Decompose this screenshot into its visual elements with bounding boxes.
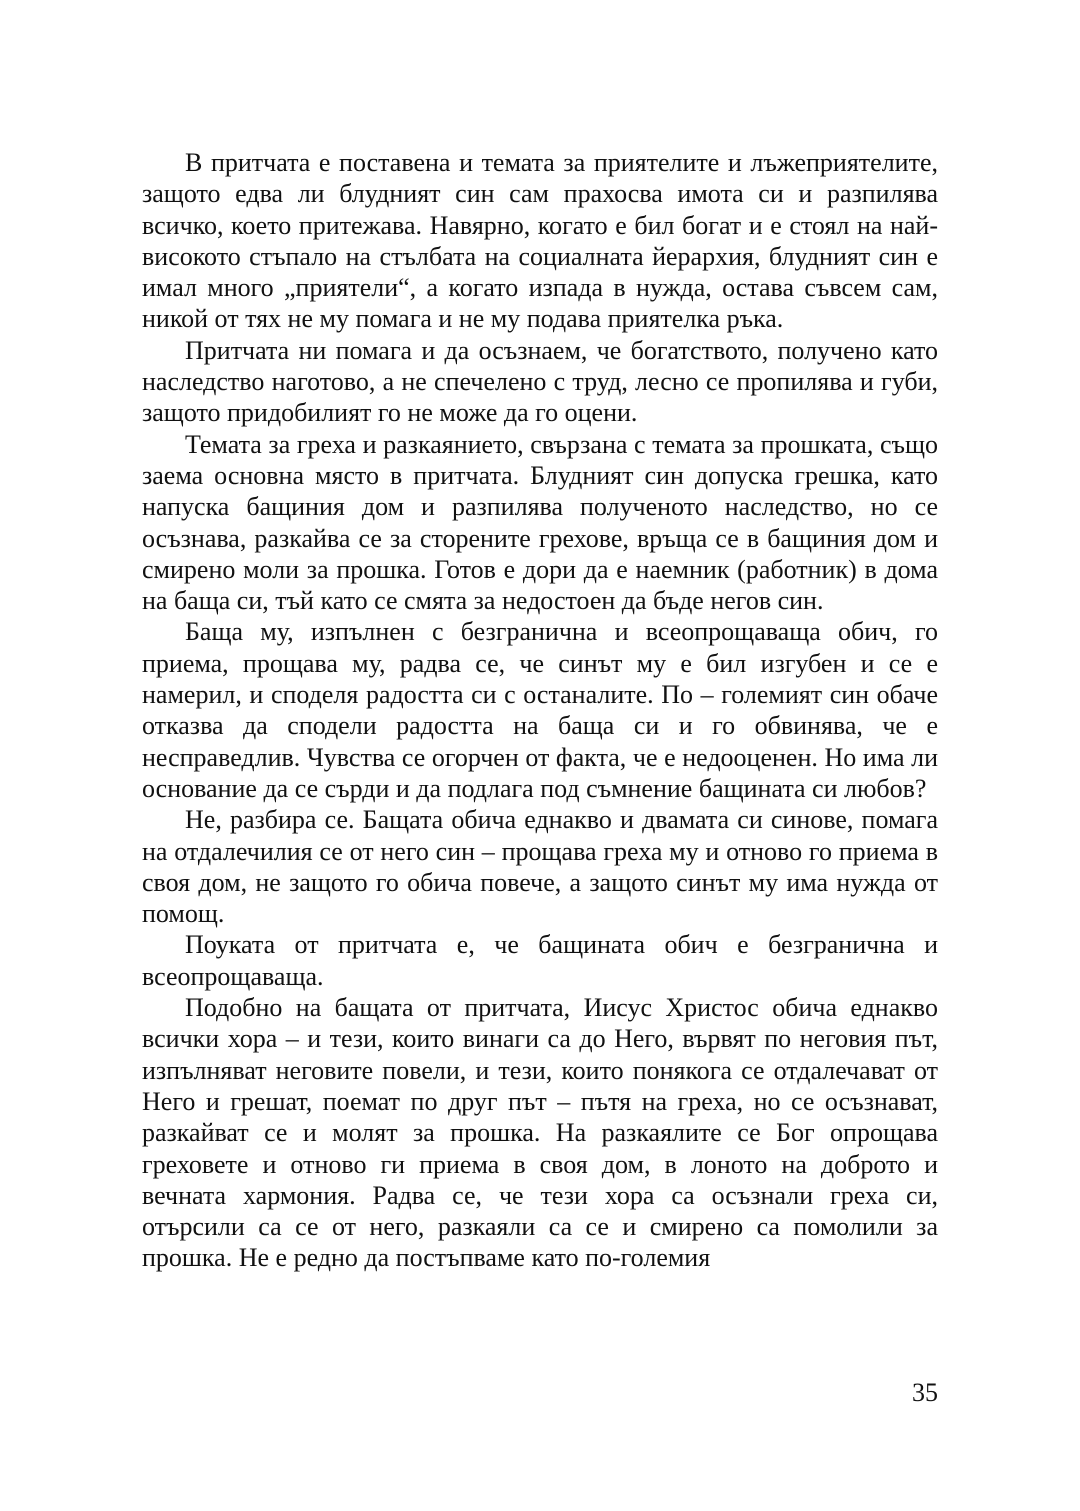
paragraph-moral-of-parable: Поуката от притчата е, че бащината обич е безгранична и всеопрощаваща. <box>142 930 938 991</box>
page-number: 35 <box>912 1378 938 1407</box>
paragraph-father-loves-both-sons: Не, разбира се. Бащата обича еднакво и двамата си синове, помага на отдалечилия се от него син – прощава греха му и отново го приема в своя дом, не защото го обича повече, а защото синът му има нужда от помощ. <box>142 805 938 929</box>
paragraph-father-forgiveness: Баща му, изпълнен с безгранична и всеопрощаваща обич, го приема, прощава му, радва се, че синът му е бил изгубен и се е намерил, и споделя радостта си с останалите. По – големият син обаче отказва да сподели радостта на баща си и го обвинява, че е несправедлив. Чувства се огорчен от факта, че е недооценен. Но има ли основание да се сърди и да подлага под съмнение бащината си любов? <box>142 617 938 803</box>
paragraph-christ-loves-all: Подобно на бащата от притчата, Иисус Христос обича еднакво всички хора – и тези, които винаги са до Него, вървят по неговия път, изпълняват неговите повели, и тези, които понякога се отдалечават от Него и грешат, поемат по друг път – пътя на греха, но се осъзнават, разкайват се и молят за прошка. На разкаялите се Бог опрощава греховете и отново ги приема в своя дом, в лоното на доброто и вечната хармония. Радва се, че тези хора са осъзнали греха си, отърсили са се от него, разкаяли са се и смирено са помолили за прошка. Не е редно да постъпваме като по-големия <box>142 993 938 1273</box>
page-body <box>142 147 938 1274</box>
paragraph-inherited-wealth: Притчата ни помага и да осъзнаем, че богатството, получено като наследство наготово, а не спечелено с труд, лесно се пропилява и губи, защото придобилият го не може да го оцени. <box>142 335 938 428</box>
paragraph-friends-and-false-friends: В притчата е поставена и темата за приятелите и лъжеприятелите, защото едва ли блудният син сам прахосва имота си и разпилява всичко, което притежава. Навярно, когато е бил богат и е стоял на най-високото стъпало на стълбата на социалната йерархия, блудният син е имал много „приятели“, а когато изпада в нужда, остава съвсем сам, никой от тях не му помага и не му подава приятелка ръка. <box>142 148 938 334</box>
paragraph-sin-and-repentance: Темата за греха и разкаянието, свързана с темата за прошката, също заема основна място в притчата. Блудният син допуска грешка, като напуска бащиния дом и разпилява полученото наследство, но се осъзнава, разкайва се за сторените грехове, връща се в бащиния дом и смирено моли за прошка. Готов е дори да е наемник (работник) в дома на баща си, тъй като се смята за недостоен да бъде негов син. <box>142 429 938 616</box>
